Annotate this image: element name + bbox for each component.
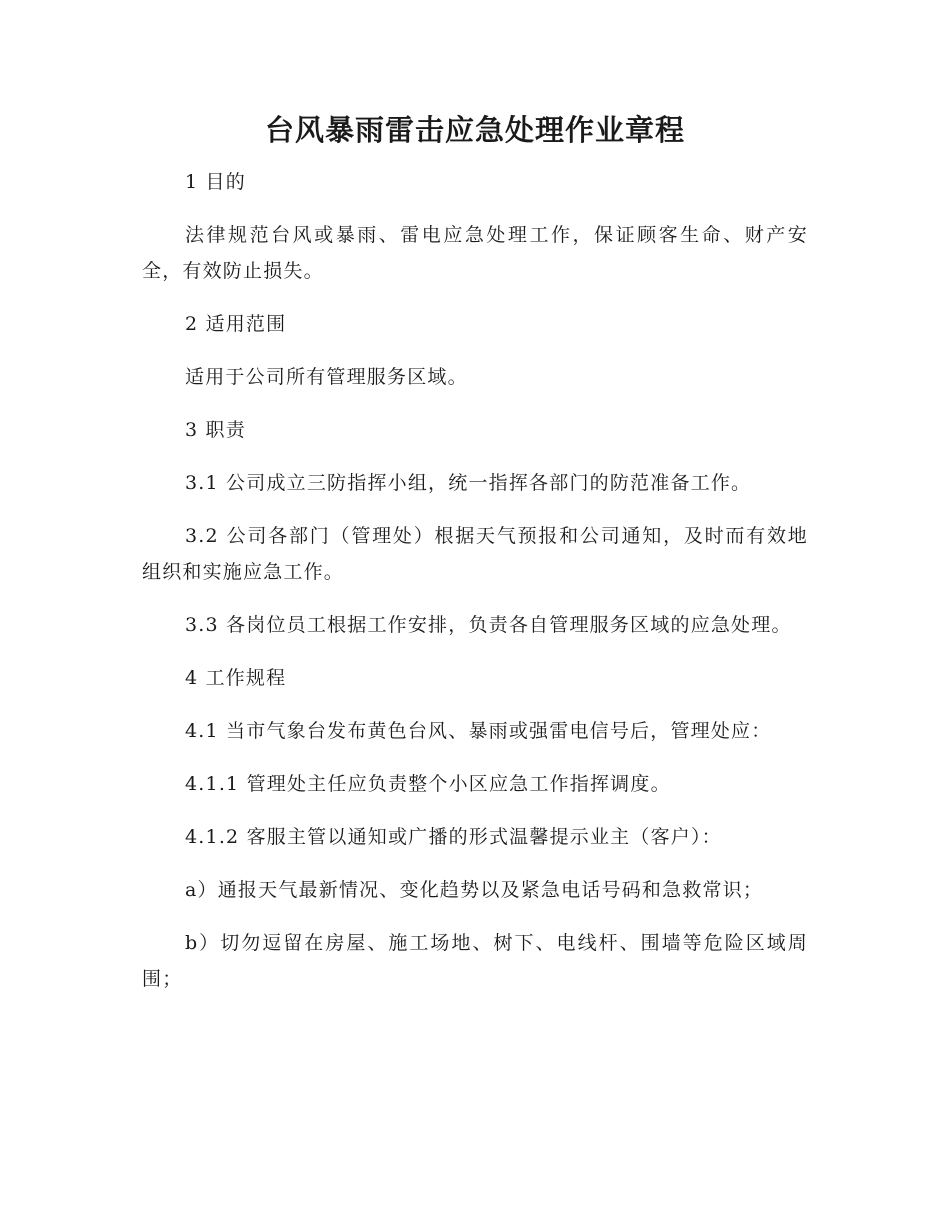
section-heading-purpose: 1 目的	[185, 171, 246, 193]
section-heading-scope: 2 适用范围	[185, 313, 287, 335]
purpose-paragraph: 法律规范台风或暴雨、雷电应急处理工作，保证顾客生命、财产安全，有效防止损失。	[142, 224, 808, 282]
scope-paragraph: 适用于公司所有管理服务区域。	[185, 366, 468, 388]
clause-4-1-1: 4.1.1 管理处主任应负责整个小区应急工作指挥调度。	[185, 773, 671, 795]
clause-3-1: 3.1 公司成立三防指挥小组，统一指挥各部门的防范准备工作。	[185, 472, 752, 494]
clause-4-1-2: 4.1.2 客服主管以通知或广播的形式温馨提示业主（客户）：	[185, 826, 722, 848]
section-heading-procedures: 4 工作规程	[185, 667, 287, 689]
list-item-a: a）通报天气最新情况、变化趋势以及紧急电话号码和急救常识；	[185, 879, 764, 901]
document-body	[142, 164, 808, 1014]
document-title: 台风暴雨雷击应急处理作业章程	[264, 113, 685, 147]
clause-3-3: 3.3 各岗位员工根据工作安排，负责各自管理服务区域的应急处理。	[185, 614, 792, 636]
list-item-b: b）切勿逗留在房屋、施工场地、树下、电线杆、围墙等危险区域周围；	[142, 932, 808, 990]
clause-3-2: 3.2 公司各部门（管理处）根据天气预报和公司通知，及时而有效地组织和实施应急工作。	[142, 525, 808, 583]
clause-4-1: 4.1 当市气象台发布黄色台风、暴雨或强雷电信号后，管理处应：	[185, 720, 772, 742]
section-heading-responsibilities: 3 职责	[185, 419, 246, 441]
